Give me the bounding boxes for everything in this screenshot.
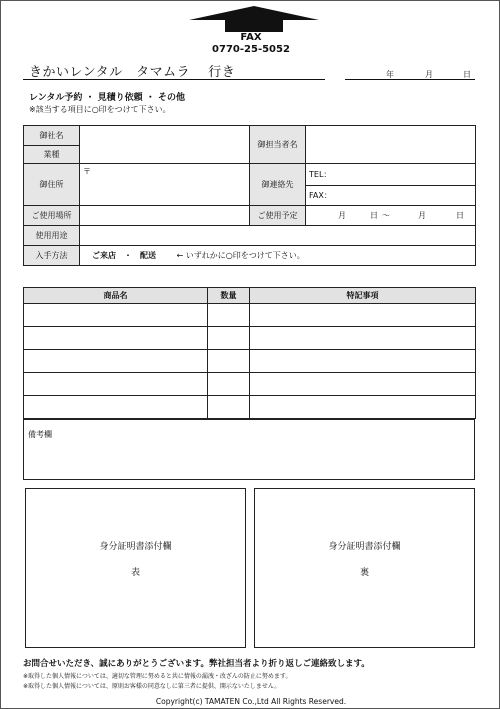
customer-info-table — [23, 125, 476, 266]
tel-label: TEL： — [309, 170, 332, 179]
company-label: 御社名 — [24, 126, 80, 146]
acquisition-label: 入手方法 — [24, 246, 80, 266]
table-row — [24, 373, 476, 396]
acquisition-options[interactable]: ご来店 ・ 配送 — [92, 251, 156, 260]
quantity-cell[interactable] — [208, 350, 250, 373]
quantity-cell[interactable] — [208, 373, 250, 396]
schedule-day-1: 日 — [370, 211, 378, 220]
fax-number: 0770-25-5052 — [212, 44, 290, 55]
address-field[interactable] — [80, 164, 250, 206]
schedule-day-2: 日 — [456, 211, 464, 220]
table-row — [24, 327, 476, 350]
table-row — [24, 350, 476, 373]
privacy-note-1: ※取得した個人情報については、適切な管理に努めると共に情報の漏洩・改ざんの防止に努めます。 — [23, 673, 292, 680]
items-table — [23, 287, 476, 419]
recipient-underline — [23, 79, 325, 80]
instruction-note: ※該当する項目に○印をつけて下さい。 — [29, 105, 171, 114]
date-month-label: 月 — [425, 70, 433, 79]
recipient: きかいレンタル タマムラ 行き — [29, 65, 236, 80]
fax-contact-label: FAX： — [309, 191, 332, 200]
item-name-cell[interactable] — [24, 396, 208, 419]
item-name-cell[interactable] — [24, 304, 208, 327]
schedule-tilde: 〜 — [382, 211, 390, 220]
contact-label: 御連絡先 — [250, 164, 306, 206]
notes-cell[interactable] — [250, 350, 476, 373]
request-types[interactable]: レンタル予約 ・ 見積り依頼 ・ その他 — [29, 93, 185, 103]
notes-header: 特記事項 — [250, 288, 476, 304]
table-row — [24, 304, 476, 327]
table-row — [24, 396, 476, 419]
use-location-label: ご使用場所 — [24, 206, 80, 226]
quantity-cell[interactable] — [208, 327, 250, 350]
schedule-label: ご使用予定 — [250, 206, 306, 226]
schedule-month-1: 月 — [338, 211, 346, 220]
privacy-note-2: ※取得した個人情報については、原則お客様の同意なしに第三者に提供、開示ないたしません。 — [23, 683, 281, 690]
thanks-message: お問合せいただき、誠にありがとうございます。弊社担当者より折り返しご連絡致します。 — [23, 659, 370, 669]
postal-mark: 〒 — [83, 167, 91, 176]
id-front-label: 表 — [130, 568, 140, 578]
quantity-header: 数量 — [208, 288, 250, 304]
id-front-box[interactable] — [25, 488, 246, 648]
id-back-box[interactable] — [254, 488, 475, 648]
quantity-cell[interactable] — [208, 396, 250, 419]
acquisition-field[interactable] — [80, 246, 476, 266]
acquisition-hint: ← いずれかに○印をつけて下さい。 — [176, 251, 305, 260]
item-name-cell[interactable] — [24, 350, 208, 373]
notes-cell[interactable] — [250, 396, 476, 419]
notes-cell[interactable] — [250, 373, 476, 396]
contact-person-field[interactable] — [306, 126, 476, 164]
remarks-label: 備考欄 — [28, 430, 52, 439]
fax-label: FAX — [240, 32, 262, 43]
use-location-field[interactable] — [80, 206, 250, 226]
purpose-label: 使用用途 — [24, 226, 80, 246]
id-back-title: 身分証明書添付欄 — [328, 542, 401, 552]
remarks-box[interactable] — [23, 419, 475, 480]
notes-cell[interactable] — [250, 327, 476, 350]
date-underline — [345, 79, 475, 80]
item-name-header: 商品名 — [24, 288, 208, 304]
notes-cell[interactable] — [250, 304, 476, 327]
industry-label: 業種 — [24, 146, 80, 164]
id-back-label: 裏 — [359, 568, 369, 578]
copyright: Copyright(c) TAMATEN Co.,Ltd All Rights Reserved. — [155, 697, 347, 706]
schedule-field[interactable] — [306, 206, 476, 226]
id-front-title: 身分証明書添付欄 — [99, 542, 172, 552]
item-name-cell[interactable] — [24, 373, 208, 396]
fax-field[interactable] — [306, 186, 476, 206]
contact-person-label: 御担当者名 — [250, 126, 306, 164]
date-day-label: 日 — [463, 70, 471, 79]
address-label: 御住所 — [24, 164, 80, 206]
item-name-cell[interactable] — [24, 327, 208, 350]
date-year-label: 年 — [386, 70, 394, 79]
company-field[interactable] — [80, 126, 250, 164]
quantity-cell[interactable] — [208, 304, 250, 327]
purpose-field[interactable] — [80, 226, 476, 246]
tel-field[interactable] — [306, 164, 476, 186]
schedule-month-2: 月 — [418, 211, 426, 220]
